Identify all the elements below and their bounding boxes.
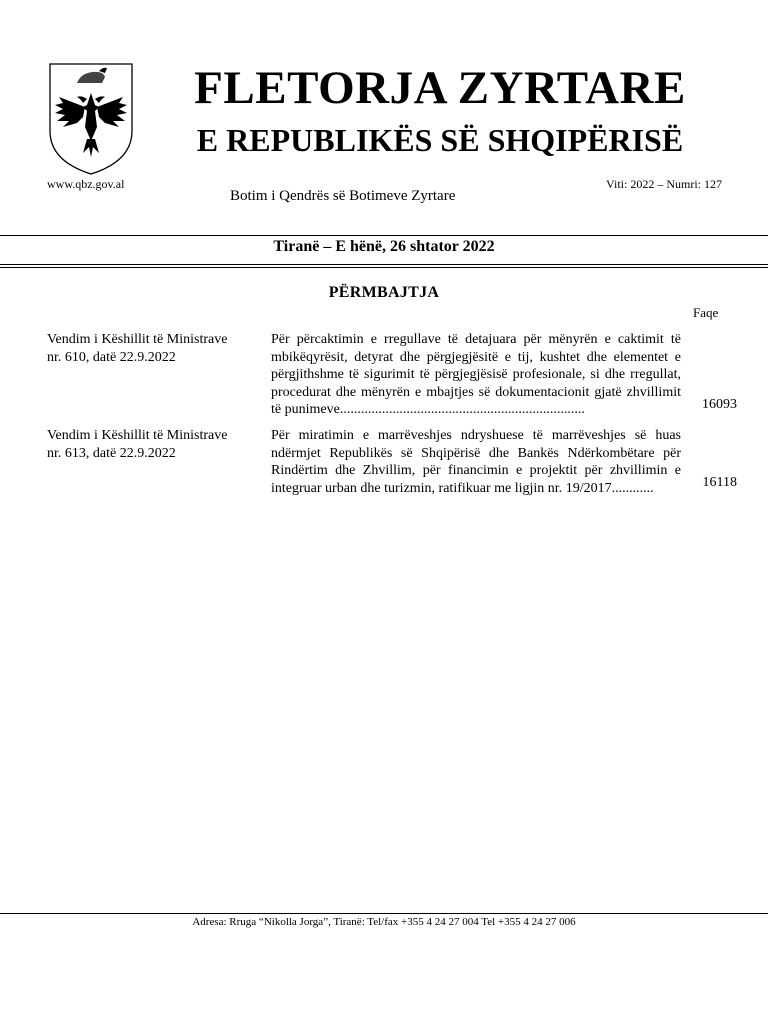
contents-entry[interactable] [47,331,737,416]
footer-divider [0,913,768,914]
entry-act-type: Vendim i Këshillit të Ministrave [47,428,228,443]
header-divider-bottom-1 [0,264,768,265]
entry-description [271,331,681,419]
page-title: FLETORJA ZYRTARE [194,62,686,114]
entry-act [47,427,252,462]
entry-page-number: 16093 [702,397,737,412]
header-divider-top [0,235,768,236]
entry-page-number: 16118 [702,475,737,490]
contents-entry[interactable] [47,427,737,497]
entry-act [47,331,252,366]
page-column-label: Faqe [693,305,719,320]
website-link[interactable]: www.qbz.gov.al [47,177,125,191]
footer-address: Adresa: Rruga “Nikolla Jorga”, Tiranë: Tel/fax +355 4 24 27 004 Tel +355 4 24 27 006 [192,916,576,928]
entry-description-text: Për miratimin e marrëveshjes ndryshuese të marrëveshjes së huas ndërmjet Republikës së Shqipërisë dhe Bankës Ndërkombëtare për Rindërtim dhe Zhvillim, për financimin e projektit për zhvillimin e integruar urban dhe turizmin, ratifikuar me ligjin nr. 19/2017 [271,428,681,496]
entry-act-number: nr. 610, datë 22.9.2022 [47,349,176,365]
entry-act-type: Vendim i Këshillit të Ministrave [47,332,228,347]
contents-heading: PËRMBAJTJA [328,284,440,301]
entry-leader-dots: ...................................................................... [339,402,585,417]
entry-act-number: nr. 613, datë 22.9.2022 [47,445,176,461]
entry-leader-dots: ............ [611,480,654,496]
header-divider-bottom-2 [0,267,768,268]
entry-description-text: Për përcaktimin e rregullave të detajuara për mënyrën e caktimit të mbikëqyrësit, detyrat dhe përgjegjësitë e tij, kushtet dhe elementet e përgjithshme të sigurimit të përgjegjësisë profesionale, si dhe rregullat, procedurat dhe mënyrën e mbajtjes së dokumentacionit gjatë zhvillimit të punimeve [271,332,681,417]
entry-description [271,427,681,497]
page-subtitle: E REPUBLIKËS SË SHQIPËRISË [196,122,684,158]
publisher-line: Botim i Qendrës së Botimeve Zyrtare [230,188,456,204]
issue-number: Viti: 2022 – Numri: 127 [606,177,722,191]
coat-of-arms-emblem [47,61,135,177]
date-line: Tiranë – E hënë, 26 shtator 2022 [273,238,495,255]
